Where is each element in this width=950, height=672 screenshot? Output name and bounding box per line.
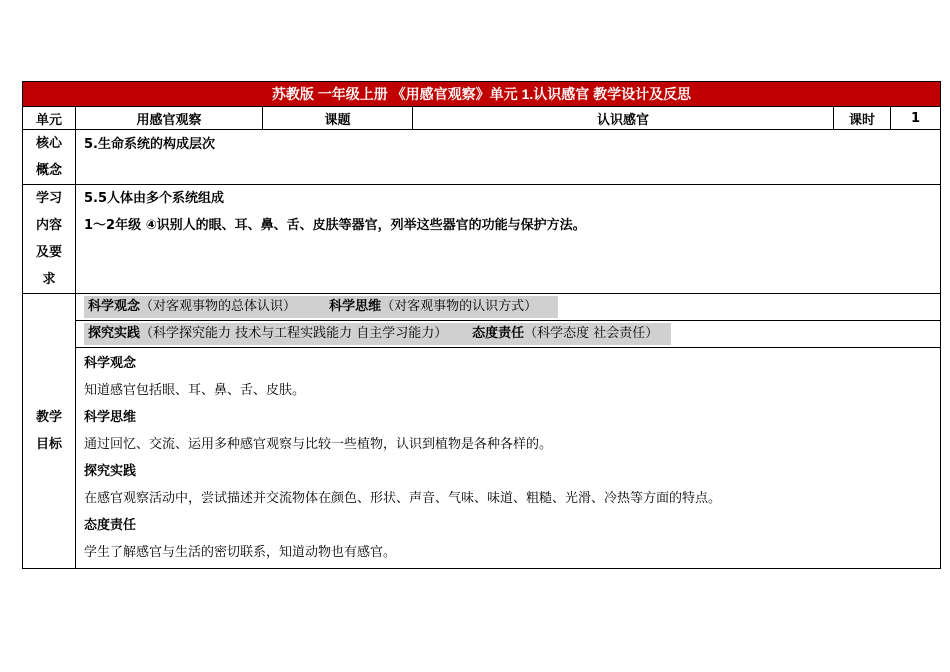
goal-tag-key: 探究实践 [88,326,141,341]
goal-tag-strip [84,296,558,318]
goal-text: 通过回忆、交流、运用多种感官观察与比较一些植物，认识到植物是各种各样的。 [84,437,553,452]
topic-value: 认识感官 [413,107,834,130]
learning-content-row [23,185,941,294]
goal-heading: 科学观念 [84,356,137,371]
goal-tag-desc: （对客观事物的认识方式） [381,299,538,314]
goal-tag-desc: （科学态度 社会责任） [524,326,659,341]
goal-tag-desc: （科学探究能力 技术与工程实践能力 自主学习能力） [140,326,448,341]
goal-tag-key: 态度责任 [472,326,525,341]
learning-content-label: 学习 内容 及要 求 [23,185,76,294]
goal-tag-key: 科学思维 [329,299,382,314]
goal-text: 知道感官包括眼、耳、鼻、舌、皮肤。 [84,383,306,398]
goal-heading: 态度责任 [84,518,137,533]
teaching-goals-label: 教学 目标 [23,294,76,569]
hours-label: 课时 [834,107,891,130]
unit-value: 用感官观察 [76,107,263,130]
learning-line: 1～2年级 ④识别人的眼、耳、鼻、舌、皮肤等器官，列举这些器官的功能与保护方法。 [84,218,586,233]
document-title: 苏教版 一年级上册 《用感官观察》单元 1.认识感官 教学设计及反思 [23,82,941,107]
core-concept-text: 5.生命系统的构成层次 [84,137,215,152]
goal-heading: 科学思维 [84,410,137,425]
goal-sections [84,348,940,566]
learning-content [76,185,941,294]
learning-line: 5.5人体由多个系统组成 [84,191,225,206]
header-row [23,107,941,130]
unit-label: 单元 [23,107,76,130]
goal-text: 在感官观察活动中，尝试描述并交流物体在颜色、形状、声音、气味、味道、粗糙、光滑、冷热等方面的特点。 [84,491,722,506]
goal-tag-desc: （对客观事物的总体认识） [140,299,297,314]
goal-tags-row-2 [84,321,940,347]
topic-label: 课题 [263,107,413,130]
goal-tag-strip [84,323,671,345]
goal-text: 学生了解感官与生活的密切联系，知道动物也有感官。 [84,545,397,560]
core-concept-content [76,130,941,185]
goal-tags-row-1 [84,294,940,320]
goal-tag-key: 科学观念 [88,299,141,314]
core-concept-row [23,130,941,185]
goal-heading: 探究实践 [84,464,137,479]
core-concept-label: 核心 概念 [23,130,76,185]
hours-value: 1 [891,107,941,130]
lesson-plan-table [22,81,941,569]
teaching-goals-content [76,294,941,569]
teaching-goals-row [23,294,941,569]
